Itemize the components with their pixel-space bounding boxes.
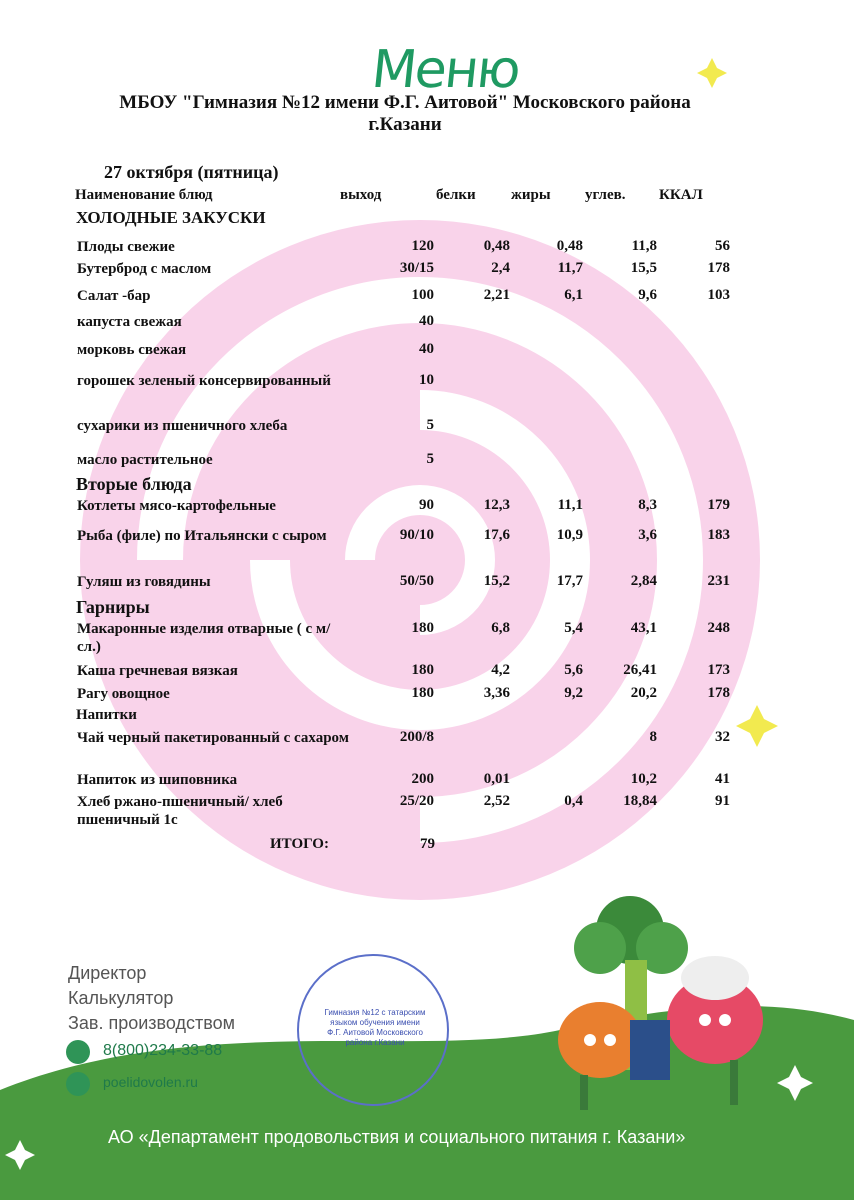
menu-row xyxy=(0,793,854,833)
dish-protein: 2,4 xyxy=(491,260,510,276)
stamp-text: Гимназия №12 с татарским языком обучения имени Ф.Г. Аитовой Московского района г.Казани xyxy=(324,1008,426,1047)
dish-fat: 5,4 xyxy=(564,620,583,636)
dish-fat: 11,7 xyxy=(557,260,583,276)
dish-carbs: 20,2 xyxy=(630,685,657,701)
mascot-vegetables-illustration xyxy=(520,890,790,1120)
dish-protein: 2,52 xyxy=(483,793,510,809)
dish-kcal: 32 xyxy=(715,729,730,745)
dish-name: Чай черный пакетированный с сахаром xyxy=(77,730,349,746)
dish-name: Каша гречневая вязкая xyxy=(77,663,238,679)
dish-output: 100 xyxy=(411,287,434,303)
dish-output: 50/50 xyxy=(399,573,434,589)
menu-row xyxy=(0,372,854,412)
phone-number[interactable]: 8(800)234-33-88 xyxy=(103,1042,223,1059)
total-label: ИТОГО: xyxy=(270,836,329,852)
menu-row xyxy=(0,573,854,613)
dish-name: Бутерброд с маслом xyxy=(77,261,212,277)
dish-name: Гуляш из говядины xyxy=(77,574,211,590)
dish-protein: 3,36 xyxy=(483,685,510,701)
dish-carbs: 18,84 xyxy=(623,793,657,809)
dish-kcal: 41 xyxy=(715,771,730,787)
dish-kcal: 183 xyxy=(707,527,730,543)
col-header-protein: белки xyxy=(436,187,476,203)
dish-kcal: 103 xyxy=(707,287,730,303)
section-side-dishes: Гарниры xyxy=(76,597,150,617)
dish-name: Напиток из шиповника xyxy=(77,772,238,788)
dish-fat: 0,4 xyxy=(564,793,583,809)
dish-output: 5 xyxy=(426,417,434,433)
dish-kcal: 179 xyxy=(707,497,730,513)
staff-calculator: Калькулятор xyxy=(68,988,174,1008)
dish-carbs: 3,6 xyxy=(638,527,657,543)
dish-carbs: 26,41 xyxy=(623,662,657,678)
dish-kcal: 56 xyxy=(715,238,730,254)
dish-output: 200 xyxy=(411,771,434,787)
dish-protein: 4,2 xyxy=(491,662,510,678)
staff-production-head: Зав. производством xyxy=(68,1013,235,1033)
dish-output: 5 xyxy=(426,451,434,467)
phone-icon xyxy=(66,1040,90,1064)
dish-protein: 12,3 xyxy=(483,497,510,513)
dish-carbs: 8,3 xyxy=(638,497,657,513)
dish-output: 180 xyxy=(411,662,434,678)
dish-carbs: 10,2 xyxy=(630,771,657,787)
dish-name: сухарики из пшеничного хлеба xyxy=(77,418,288,434)
dish-name: морковь свежая xyxy=(77,342,187,358)
menu-row xyxy=(0,620,854,660)
dish-carbs: 2,84 xyxy=(630,573,657,589)
dish-protein: 2,21 xyxy=(483,287,510,303)
total-value: 79 xyxy=(420,836,435,852)
dish-protein: 17,6 xyxy=(483,527,510,543)
menu-logo: Меню xyxy=(368,40,522,100)
section-drinks: Напитки xyxy=(76,707,137,723)
dish-kcal: 173 xyxy=(707,662,730,678)
footer-company: АО «Департамент продовольствия и социального питания г. Казани» xyxy=(108,1127,686,1147)
dish-fat: 6,1 xyxy=(564,287,583,303)
dish-output: 90/10 xyxy=(399,527,434,543)
menu-row xyxy=(0,527,854,567)
dish-kcal: 248 xyxy=(707,620,730,636)
dish-protein: 0,48 xyxy=(483,238,510,254)
dish-name: Салат -бар xyxy=(77,288,151,304)
dish-name: Рыба (филе) по Итальянски с сыром xyxy=(77,528,327,544)
dish-carbs: 43,1 xyxy=(630,620,657,636)
col-header-output: выход xyxy=(340,187,382,203)
dish-output: 120 xyxy=(411,238,434,254)
dish-name: капуста свежая xyxy=(77,314,182,330)
dish-fat: 10,9 xyxy=(556,527,583,543)
section-main-dishes: Вторые блюда xyxy=(76,474,192,494)
dish-name: масло растительное xyxy=(77,452,213,468)
dish-output: 40 xyxy=(419,341,434,357)
school-name: МБОУ "Гимназия №12 имени Ф.Г. Аитовой" Московского района xyxy=(119,92,691,113)
dish-output: 25/20 xyxy=(399,793,434,809)
dish-output: 40 xyxy=(419,313,434,329)
dish-protein: 6,8 xyxy=(491,620,510,636)
website-link[interactable]: poelidovolen.ru xyxy=(103,1074,198,1090)
dish-output: 10 xyxy=(419,372,434,388)
menu-row xyxy=(0,451,854,491)
section-cold-appetizers: ХОЛОДНЫЕ ЗАКУСКИ xyxy=(76,208,266,227)
dish-output: 90 xyxy=(419,497,434,513)
dish-output: 180 xyxy=(411,620,434,636)
dish-name: горошек зеленый консервированный xyxy=(77,373,331,389)
dish-kcal: 178 xyxy=(707,260,730,276)
dish-name: Котлеты мясо-картофельные xyxy=(77,498,276,514)
dish-carbs: 9,6 xyxy=(638,287,657,303)
menu-row xyxy=(0,685,854,725)
dish-protein: 15,2 xyxy=(483,573,510,589)
col-header-carbs: углев. xyxy=(585,187,626,203)
dish-fat: 9,2 xyxy=(564,685,583,701)
dish-kcal: 91 xyxy=(715,793,730,809)
dish-output: 200/8 xyxy=(399,729,434,745)
dish-output: 180 xyxy=(411,685,434,701)
dish-carbs: 8 xyxy=(649,729,657,745)
dish-protein: 0,01 xyxy=(483,771,510,787)
menu-row xyxy=(0,729,854,769)
city-name: г.Казани xyxy=(368,114,442,135)
dish-fat: 17,7 xyxy=(556,573,583,589)
dish-fat: 0,48 xyxy=(556,238,583,254)
menu-date: 27 октября (пятница) xyxy=(104,162,279,182)
dish-name: Плоды свежие xyxy=(77,239,175,255)
globe-icon xyxy=(66,1072,90,1096)
dish-carbs: 15,5 xyxy=(630,260,657,276)
dish-name: Макаронные изделия отварные ( с м/сл.) xyxy=(77,621,331,655)
dish-name: Хлеб ржано-пшеничный/ хлеб пшеничный 1с xyxy=(77,794,283,828)
dish-kcal: 231 xyxy=(707,573,730,589)
col-header-kcal: ККАЛ xyxy=(659,187,703,203)
dish-fat: 5,6 xyxy=(564,662,583,678)
staff-director: Директор xyxy=(68,963,147,983)
col-header-fat: жиры xyxy=(511,187,551,203)
dish-kcal: 178 xyxy=(707,685,730,701)
dish-carbs: 11,8 xyxy=(631,238,657,254)
dish-fat: 11,1 xyxy=(557,497,583,513)
dish-name: Рагу овощное xyxy=(77,686,170,702)
dish-output: 30/15 xyxy=(399,260,434,276)
col-header-name: Наименование блюд xyxy=(75,187,213,203)
